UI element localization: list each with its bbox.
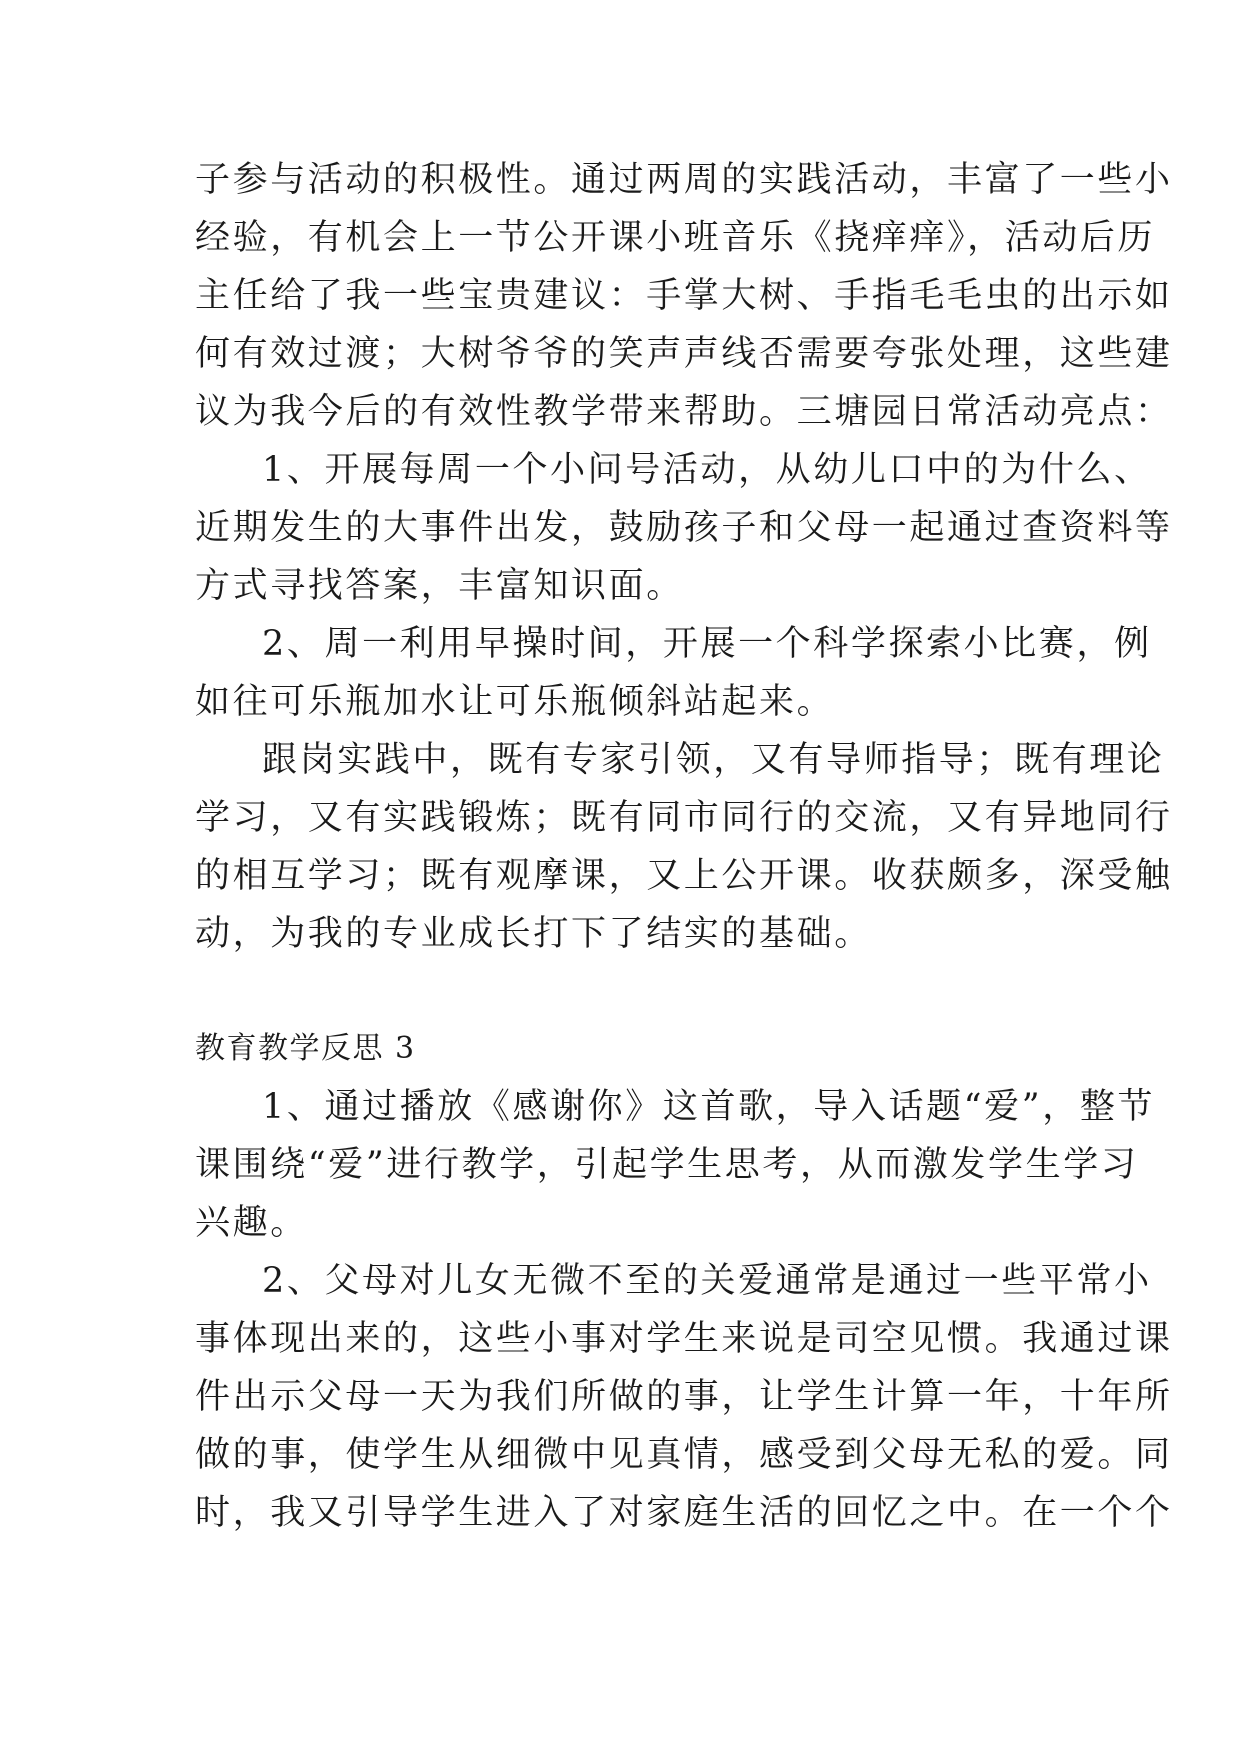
list-item-2: 2、周一利用早操时间，开展一个科学探索小比赛，例 xyxy=(262,624,1152,664)
body-text-line: 经验，有机会上一节公开课小班音乐《挠痒痒》，活动后历 xyxy=(195,218,1156,258)
body-text-line: 课围绕“爱”进行教学，引起学生思考，从而激发学生学习 xyxy=(195,1145,1139,1185)
body-text-line: 方式寻找答案，丰富知识面。 xyxy=(195,566,684,606)
body-text-line: 主任给了我一些宝贵建议：手掌大树、手指毛毛虫的出示如 xyxy=(195,276,1173,316)
body-text-line: 兴趣。 xyxy=(195,1203,308,1243)
body-text-line: 近期发生的大事件出发，鼓励孩子和父母一起通过查资料等 xyxy=(195,508,1173,548)
body-text-line: 件出示父母一天为我们所做的事，让学生计算一年，十年所 xyxy=(195,1377,1173,1417)
list-item-1: 1、通过播放《感谢你》这首歌，导入话题“爱”，整节 xyxy=(262,1087,1156,1127)
list-item-2: 2、父母对儿女无微不至的关爱通常是通过一些平常小 xyxy=(262,1261,1152,1301)
body-text-line: 学习，又有实践锻炼；既有同市同行的交流，又有异地同行 xyxy=(195,798,1173,838)
body-text-line: 时，我又引导学生进入了对家庭生活的回忆之中。在一个个 xyxy=(195,1493,1173,1533)
body-text-line: 事体现出来的，这些小事对学生来说是司空见惯。我通过课 xyxy=(195,1319,1173,1359)
paragraph-start: 跟岗实践中，既有专家引领，又有导师指导；既有理论 xyxy=(262,740,1165,780)
body-text-line: 议为我今后的有效性教学带来帮助。三塘园日常活动亮点： xyxy=(195,392,1173,432)
section-heading: 教育教学反思 3 xyxy=(195,1031,416,1066)
list-item-1: 1、开展每周一个小问号活动，从幼儿口中的为什么、 xyxy=(262,450,1152,490)
body-text-line: 如往可乐瓶加水让可乐瓶倾斜站起来。 xyxy=(195,682,835,722)
body-text-line: 动，为我的专业成长打下了结实的基础。 xyxy=(195,914,872,954)
body-text-line: 的相互学习；既有观摩课，又上公开课。收获颇多，深受触 xyxy=(195,856,1173,896)
body-text-line: 做的事，使学生从细微中见真情，感受到父母无私的爱。同 xyxy=(195,1435,1173,1475)
body-text-line: 子参与活动的积极性。通过两周的实践活动，丰富了一些小 xyxy=(195,160,1173,200)
body-text-line: 何有效过渡；大树爷爷的笑声声线否需要夸张处理，这些建 xyxy=(195,334,1173,374)
